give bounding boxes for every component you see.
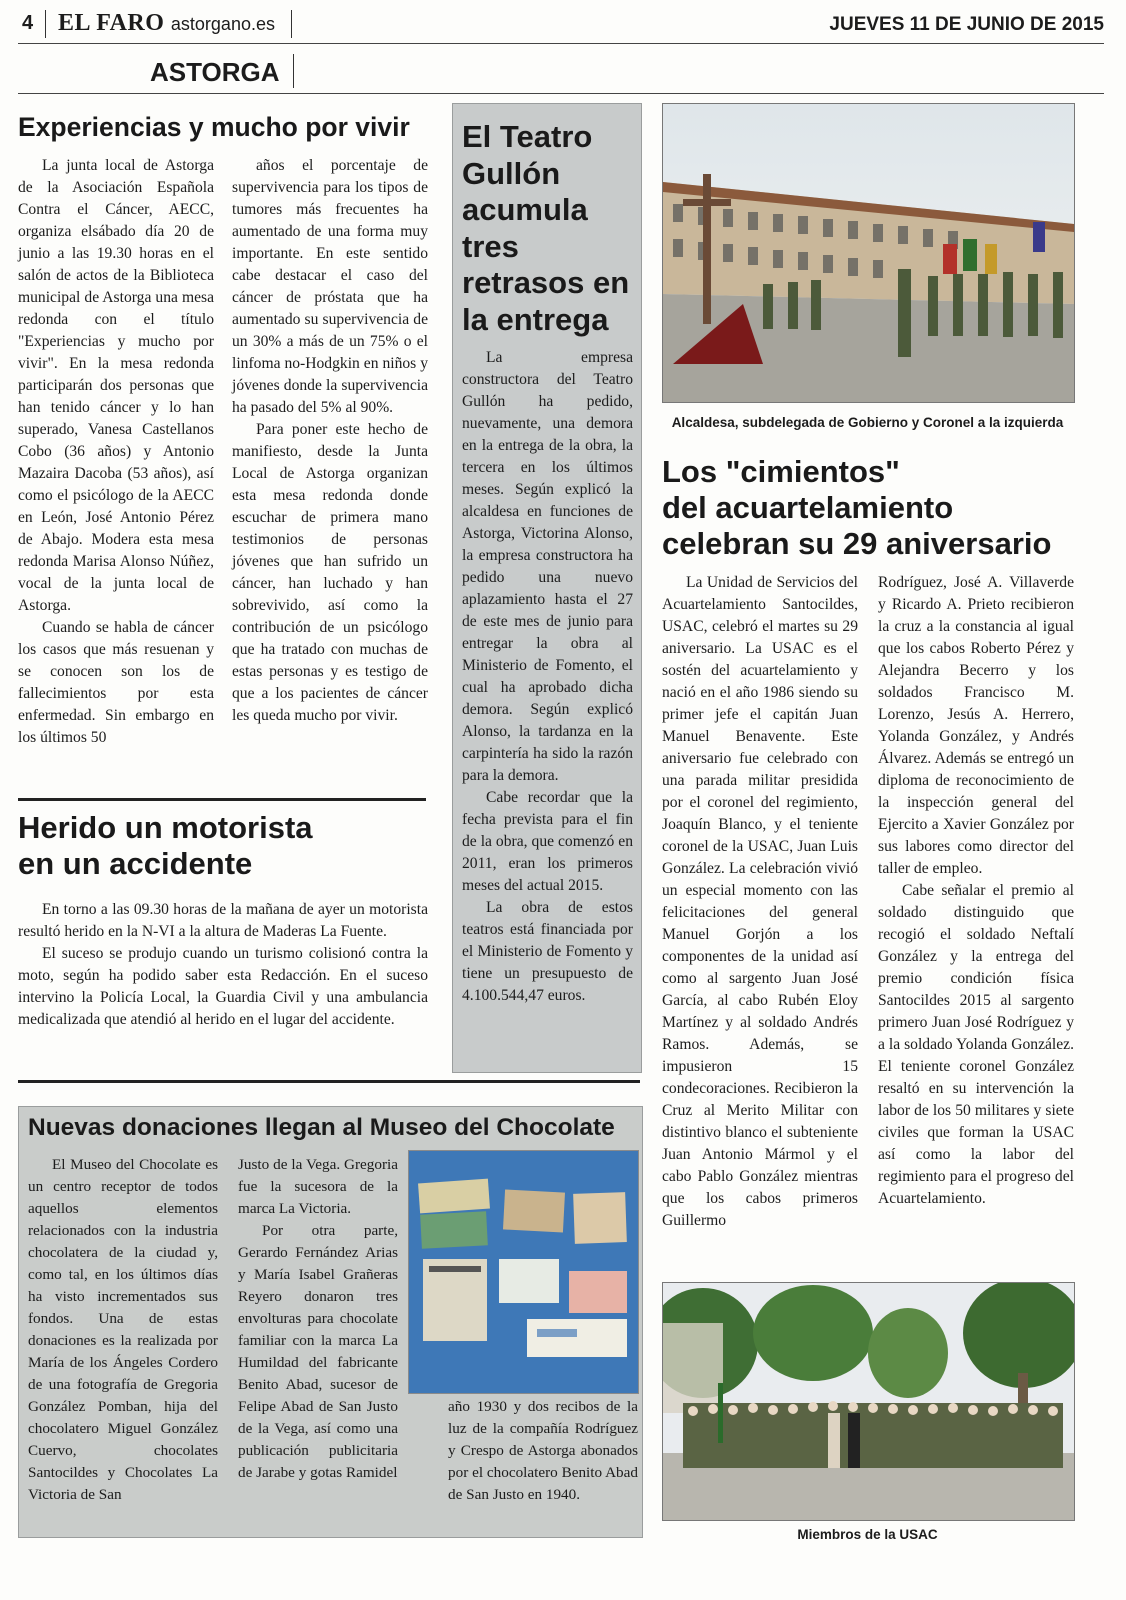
article-separator <box>18 798 426 801</box>
paragraph: Cuando se habla de cáncer los casos que más resuenan y se conocen son los de fallecimientos por esta enfermedad. Sin embargo en los últimos 50 <box>18 619 214 746</box>
cancer-column-2 <box>232 155 428 727</box>
headline-line: tres <box>462 228 519 264</box>
paragraph: año 1930 y dos recibos de la luz de la compañía Rodríguez y Crespo de Astorga abonados por el chocolatero Benito Abad de San Justo en 1940. <box>448 1398 638 1503</box>
paragraph: La obra de estos teatros está financiada por el Ministerio de Fomento y tiene un presupuesto de 4.100.544,47 euros. <box>462 899 633 1004</box>
paragraph: El suceso se produjo cuando un turismo colisionó contra la moto, según ha podido saber esta Redacción. En el suceso intervino la Policía Local, la Guardia Civil y una ambulancia medicalizada que atendió al herido en el lugar del accidente. <box>18 945 428 1028</box>
section-rule <box>18 93 1104 94</box>
paragraph: La empresa constructora del Teatro Gullón ha pedido, nuevamente, una demora en la entrega de la obra, la tercera en los últimos meses. Según explicó la alcaldesa en funciones de Astorga, Victorina Alonso, la empresa constructora ha pedido una nuevo aplazamiento hasta el 27 de este mes de junio para entregar la obra al Ministerio de Fomento, el cual ha aprobado dicha demora. Según explicó Alonso, la tardanza en la carpintería ha sido la razón para la demora. <box>462 349 633 784</box>
paragraph: Cabe señalar el premio al soldado distinguido que recogió el soldado Neftalí González y la entrega del premio condición física Santocildes 2015 al sargento primero Juan José Rodríguez y a la soldado Yolanda González. El teniente coronel González resaltó en su intervención la labor de los 50 militares y siete civiles que forman la USAC así como la labor del regimiento para el progreso del Acuartelamiento. <box>878 882 1074 1207</box>
section-divider <box>293 54 294 88</box>
parade-photo <box>662 103 1075 403</box>
masthead-divider <box>45 10 46 38</box>
paragraph: Rodríguez, José A. Villaverde y Ricardo A. Prieto recibieron la cruz a la constancia al igual que los cabos Roberto Pérez y Alejandra Becerro y los soldados Francisco M. Lorenzo, Jesús A. Herrero, Yolanda González, y Andrés Álvarez. Además se entregó un diploma de reconocimiento de la inspección general del Ejercito a Xavier González por sus labores como director del taller de empleo. <box>878 574 1074 877</box>
headline-line: Los "cimientos" <box>662 454 900 489</box>
group-photo-caption: Miembros de la USAC <box>797 1527 938 1542</box>
usac-headline <box>662 454 1082 562</box>
usac-column-1 <box>662 572 858 1232</box>
article-separator <box>18 1080 640 1083</box>
paragraph: Justo de la Vega. Gregoria fue la sucesora de la marca La Victoria. <box>238 1156 398 1217</box>
teatro-headline <box>462 119 637 338</box>
headline-line: Gullón <box>462 155 561 191</box>
moto-headline <box>18 810 438 881</box>
masthead-rule <box>18 43 1104 44</box>
issue-date: JUEVES 11 DE JUNIO DE 2015 <box>829 14 1104 35</box>
headline-line: Herido un motorista <box>18 810 313 845</box>
page-number: 4 <box>22 12 34 34</box>
headline-line: del acuartelamiento <box>662 490 954 525</box>
headline-line: El Teatro <box>462 119 593 154</box>
paragraph: La junta local de Astorga de la Asociación Española Contra el Cáncer, AECC, organiza elsábado día 20 de junio a las 19.30 horas en el salón de actos de la Biblioteca municipal de Astorga una mesa redonda con el título "Experiencias y mucho por vivir". En la mesa redonda participarán dos personas que han tenido cáncer y lo han superado, Vanesa Castellanos Cobo (36 años) y Antonio Mazaira Dacoba (53 años), así como el psicólogo de la AECC en León, José Antonio Pérez de Abajo. Modera esta mesa redonda Marisa Alonso Núñez, vocal de la junta local de Astorga. <box>18 157 214 614</box>
parade-photo-illustration <box>663 104 1074 402</box>
chocolate-column-2 <box>238 1154 398 1484</box>
chocolate-wrappers-photo <box>408 1150 639 1394</box>
usac-column-2 <box>878 572 1074 1210</box>
headline-line: en un accidente <box>18 845 253 881</box>
section-title: ASTORGA <box>150 57 280 87</box>
moto-body <box>18 899 428 1031</box>
chocolate-column-3 <box>448 1396 638 1506</box>
headline-line: la entrega <box>462 301 609 337</box>
paragraph: En torno a las 09.30 horas de la mañana de ayer un motorista resultó herido en la N-VI a la altura de Maderas La Fuente. <box>18 901 428 940</box>
paragraph: Por otra parte, Gerardo Fernández Arias y María Isabel Grañeras Reyero donaron tres envolturas para chocolate familiar con la marca La Humildad del fabricante Benito Abad, sucesor de Felipe Abad de San Justo de la Vega, así como una publicación publicitaria de Jarabe y gotas Ramidel <box>238 1222 398 1481</box>
paragraph: Para poner este hecho de manifiesto, desde la Junta Local de Astorga organizan esta mesa redonda donde escuchar de primera mano testimonios de personas jóvenes que han sufrido un cáncer, han luchado y han sobrevivido, así como la contribución de un psicólogo que ha tratado con muchas de estas personas y es testigo de que a los pacientes de cáncer les queda mucho por vivir. <box>232 421 428 724</box>
paper-title: EL FARO <box>58 10 165 36</box>
parade-photo-caption: Alcaldesa, subdelegada de Gobierno y Coronel a la izquierda <box>671 415 1064 430</box>
group-photo-illustration <box>663 1283 1074 1520</box>
chocolate-wrappers-illustration <box>409 1151 638 1393</box>
paper-name <box>58 10 275 37</box>
chocolate-column-1 <box>28 1154 218 1506</box>
paragraph: El Museo del Chocolate es un centro receptor de todos aquellos elementos relacionados con la industria chocolatera de la ciudad y, como tal, en los últimos días ha visto incrementados sus fondos. Una de estas donaciones es la realizada por María de los Ángeles Cordero de una fotografía de Gregoria González Pomban, hija del chocolatero Miguel González Cuervo, chocolates Santocildes y Chocolates La Victoria de San <box>28 1156 218 1503</box>
group-photo <box>662 1282 1075 1521</box>
chocolate-headline: Nuevas donaciones llegan al Museo del Chocolate <box>28 1114 615 1141</box>
paragraph: años el porcentaje de supervivencia para los tipos de tumores más frecuentes ha aumentado de una forma muy importante. En este sentido cabe destacar el caso del cáncer de próstata que ha aumentado su supervivencia de un 30% a más de un 75% o el linfoma no-Hodgkin en niños y jóvenes donde la supervivencia ha pasado del 5% al 90%. <box>232 157 428 416</box>
headline-line: acumula <box>462 192 588 227</box>
paragraph: La Unidad de Servicios del Acuartelamiento Santocildes, USAC, celebró el martes su 29 aniversario. La USAC es el sostén del acuartelamiento y nació en el año 1986 siendo su primer jefe el capitán Juan Manuel Benavente. Este aniversario fue celebrado con una parada militar presidida por el coronel del regimiento, Joaquín Blanco, y el teniente coronel de la USAC, Juan Luis González. La celebración vivió un especial momento con las felicitaciones del general Manuel Gorjón a los componentes de la unidad así como al sargento Juan José García, al cabo Rubén Eloy Martínez y al soldado Andrés Ramos. Además, se impusieron 15 condecoraciones. Recibieron la Cruz al Merito Militar con distintivo blanco el subteniente Juan Antonio Mármol y el cabo Pablo González mientras que los cabos primeros Guillermo <box>662 574 858 1229</box>
cancer-column-1 <box>18 155 214 749</box>
teatro-body <box>462 347 633 1007</box>
cancer-headline: Experiencias y mucho por vivir <box>18 112 410 142</box>
paper-website[interactable]: astorgano.es <box>170 14 275 34</box>
paragraph: Cabe recordar que la fecha prevista para el fin de la obra, que comenzó en 2011, eran los primeros meses del actual 2015. <box>462 789 633 894</box>
masthead-divider <box>291 10 292 38</box>
headline-line: retrasos en <box>462 265 630 300</box>
headline-line: celebran su 29 aniversario <box>662 526 1052 561</box>
